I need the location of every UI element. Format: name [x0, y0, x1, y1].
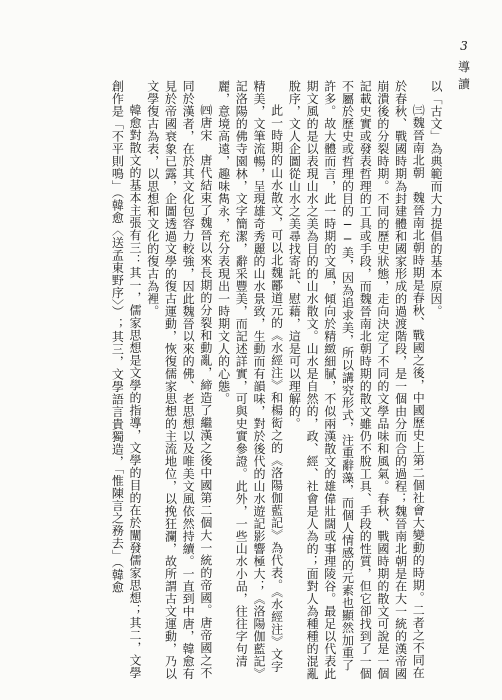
paragraph-tang-song: ㈣唐宋 唐代結束了魏晉以來長期的分裂和動亂，締造了繼漢之後中國第二個大一統的帝國。唐帝國之不同於漢者，在於其文化包容力較強，因此魏晉以來的佛、老思想以及唯美文風依然持續。一直到中唐，韓愈有見於帝國衰象已露，企圖透過文學的復古運動，恢復儒家思想的主流地位，以挽狂瀾，故所謂古文運動，乃以文學復古為表，以思想和文化的復古為裡。 — [145, 80, 213, 680]
paragraph-continuation: 以「古文」為典範而大力提倡的基本原因。 — [429, 80, 443, 318]
vertical-text-body — [34, 80, 444, 680]
paragraph-han-yu: 韓愈對散文的基本主張有三：其一，儒家思想是文學的指導，文學的目的在於闡發儒家思想；其二，文學創作是「不平則鳴」（韓愈〈送孟東野序〉）；其三，文學語言貴獨造，「惟陳言之務去」（韓愈 — [110, 80, 143, 679]
running-title: 導讀 — [457, 60, 470, 91]
page-number: 3 — [460, 39, 468, 53]
paragraph-landscape-prose: 此一時期的山水散文，可以北魏酈道元的《水經注》和楊衒之的《洛陽伽藍記》為代表。《水經注》文字精美，文筆流暢，呈現雄奇秀麗的山水景致，生動而有韻味，對於後代的山水遊記影響極大；《洛陽伽藍記》記洛陽的佛寺園林，文字簡潔，辭采豐美，而記述詳實，可與史實參證。此外，一些山水小品，往往字句清麗，意境高遠，趣味雋永，充分表現出一時期文人的心態。 — [216, 80, 284, 680]
paragraph-wei-jin: ㈢魏晉南北朝 魏晉南北朝時期是春秋、戰國之後，中國歷史上第二個社會大變動的時期。二者之不同在於春秋、戰國時期為封建體和國家形成的過渡階段，是一個由分而合的過程；魏晉南北朝是在大一統的漢帝國崩潰後的分裂時期。不同的歷史狀態，走向決定了不同的文學品味和風氣。春秋、戰國時期的散文可說是一個記載史實或發表哲理的工具或手段，而魏晉南北朝時期的散文雖仍不脫工具、手段的性質，但它卻找到了一個不屬於歷史或哲理的目的──美，因為追求美，所以講究形式，注重辭藻，而個人情感的元素也顯然加重了許多。故大體而言，此一時期的文風，傾向於精緻細膩，不似兩漢散文的雄偉壯闊或事理陵谷。最足以代表此期文風的是以表現山水之美為目的的山水散文。山水是自然的，政、經、社會是人為的；面對人為種種的混亂脫序，文人企圖從山水之美尋找寄託、慰藉，這是可以理解的。 — [287, 80, 426, 680]
running-header — [456, 38, 472, 93]
